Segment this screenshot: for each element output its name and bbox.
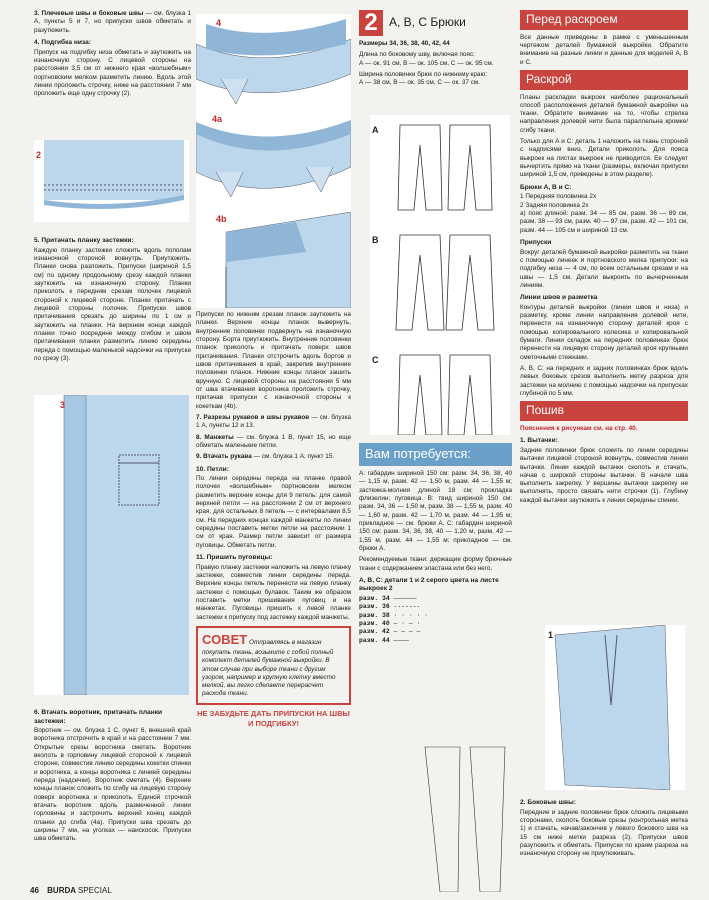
abc-text: А, В, С: на передних и задних половинках брюк вдоль левых боковых срезов выполнить метку разреза для застежки на молнию с помощью надсечки на припусках глубиной по 5 мм.	[520, 365, 688, 398]
size-row: разм. 40 — · — ·	[359, 619, 421, 627]
cutting-text-2: Только для А и С: деталь 1 наложить на ткань стороной с надписями вниз. Детали приколоть. Для пояса выкроек на листах выкроек не приводится. Ее следует вычертить прямо на ткани (размеры, включая припуски шириной 1,5 см, приведены в этом разделе).	[520, 138, 688, 179]
length-text: Длина по боковому шву, включая пояс: А — ок. 91 см, В — ок. 105 см, С — ок. 95 см.	[359, 51, 494, 67]
reminder: НЕ ЗАБУДЬТЕ ДАТЬ ПРИПУСКИ НА ШВЫ И ПОДГИБКУ!	[197, 708, 350, 728]
step-2-text: Передние и задние половинки брюк сложить лицевыми сторонами, сколоть боковые срезы (контрольная метка 1) и стачать, начав/закончив у левого бокового шва на 15 см ниже метки разреза (2). Припуски швов разутюжить и обметать. Припуски по краям разреза на изнаночную сторону не приутюживать.	[520, 808, 688, 858]
before-cutting-text: Все данные приведены в рамке с уменьшенным чертежом деталей бумажной выкройки. Обратите внимание на разные линии и данные для моделей А, В и С.	[520, 33, 688, 66]
step-4-text: Припуск на подгибку низа обметать и заутюжить на изнаночную сторону. С лицевой стороны на расстоянии 3,5 см от нижнего края «волшебным» портновским мелком разметить линию. Вдоль этой линии проложить строчку, ниже на расстоянии 7 мм проложить еще одну строчку (2).	[34, 48, 191, 98]
figure-3-label: 3	[60, 400, 66, 410]
allowances-title: Припуски	[520, 238, 552, 246]
lines-text: Контуры деталей выкройки (линии швов и низа) и разметку, кроме линии направления долевой нити, перенести на изнаночную сторону деталей кроя с помощью копировального колесика и копировальной бумаги. Линии складок на передних половинках брюк перенести на лицевую сторону деталей кроя крупными сметочными стежками.	[520, 303, 688, 361]
size-row: разм. 36 -------	[359, 603, 421, 611]
cutting-title: Раскрой	[520, 70, 688, 90]
column-2	[359, 10, 512, 91]
need-title: Вам потребуется:	[359, 443, 512, 466]
figure-2-label: 2	[36, 150, 42, 160]
figure-3	[34, 395, 189, 695]
column-3-step2	[520, 795, 688, 862]
column-1-step6	[34, 705, 191, 847]
width-text: Ширина половинки брюк по нижнему краю: А — 38 см, В — ок. 35 см, С — ок. 37 см.	[359, 70, 488, 87]
brand: BURDA	[47, 885, 76, 895]
recommended-fabric: Рекомендуемые ткани: держащие форму брючные ткани с содержанием эластана или без него.	[359, 556, 512, 572]
step-11-text: Правую планку застежки наложить на левую планку застежки, совместив линии середины переда. Верхние концы петель перенести на левую планку застежки с помощью булавок. Таким же образом поставить метки пришивания пуговиц и на манжетах. Пуговицы пришить к левой планке застежки к припуску под застежку каждой манжеты.	[196, 563, 352, 621]
step-5-text: Каждую планку застежки сложить вдоль пополам изнаночной стороной вовнутрь. Приутюжить. Планки снова разложить. Припуски (шириной 1,5 см) по одному продольному срезу каждой планки заутюжить на изнаночную сторону. Планки приколоть к передним срезам полочек лицевой стороной к лицевой стороне. Планки притачать с лицевой стороны полочек. Припуски швов притачивания срезать до ширины по 1 см и заутюжить на планки. На верхнем конце каждой планки точно посредине между сгибом и швом притачивания планки разметить линию середины переда с помощью маленькой надсечки на припуске по срезу (3).	[34, 246, 191, 362]
page-number: 46	[30, 885, 39, 895]
model-b-label: B	[372, 235, 379, 245]
figure-4a-label: 4a	[212, 114, 223, 124]
lines-title: Линии швов и разметка	[520, 294, 598, 302]
belt-text: а) пояс длиной: разм. 34 — 85 см, разм. 36 — 89 см, разм. 38 — 93 см, разм. 40 — 97 см, разм. 42 — 101 см, разм. 44 — 105 см и шириной 13 см.	[520, 210, 688, 234]
column-2-need	[359, 437, 512, 645]
step-9: 9. Втачать рукава — см. блузка 1 А, пункт 15.	[196, 453, 335, 461]
figure-4b	[196, 212, 351, 308]
step-6-continued: Припуски по нижним срезам планок заутюжить на планки. Верхние концы планок вывернуть, внутренние половинки подвернуть на изнаночную сторону. Борта приутюжить. Внутренние половинки планок приколоть и притачать поверх швов притачивания. Планки отстрочить вдоль бортов и швов притачивания в край, закрепив внутренние половинки планок. Нижние концы планок зашить вручную. С лицевой стороны на расстоянии 5 мм от шва втачивания воротника проложить строчку, притачав припуски с изнаночной стороны к кокеткам (4b).	[196, 311, 351, 410]
cut-list-item: 1 Передняя половинка 2х	[520, 193, 597, 201]
page-footer	[30, 886, 112, 896]
figure-2	[34, 140, 189, 222]
model-c-label: C	[372, 355, 379, 365]
need-text: А: габардин шириной 150 см: разм. 34, 36, 38, 40 — 1,15 м, разм. 42 — 1,50 м, разм. 44 — 1,55 м; застежка-молния длиной 18 см; прокладка флизелин; пуговица. В: твид шириной 150 см: разм. 34, 36 — 1,50 м, разм. 38 — 1,55 м, разм. 40 — 1,60 м, разм. 42 — 1,70 м, разм. 44 — 1,95 м; прикладное — см. брюки А. С: габардин шириной 150 см: разм. 34, 36, 38, 40 — 1,20 м, разм. 42 — 1,55 м, разм. 44 — 1,55 м; прикладное — см. брюки А.	[359, 469, 512, 552]
size-row: разм. 44 ————	[359, 636, 409, 644]
figure-4b-label: 4b	[216, 214, 227, 224]
step-7: 7. Разрезы рукавов и швы рукавов — см. блузка 1 А, пункты 12 и 13.	[196, 413, 351, 430]
step-10-text: По линии середины переда на планке правой полочки «волшебным» портновским мелком разметить верхние концы для 9 петель: для самой верхней петли — на расстоянии 2 см от верхнего края, для остальных 8 петель — с интервалами 8,5 см. На передних концах каждой манжеты по линии середины поставить метки петли на расстоянии 1 см от края. Размер петли зависит от размера пуговицы. Обметать петли.	[196, 475, 351, 549]
figure-trousers	[370, 115, 510, 435]
column-1-step5	[34, 233, 191, 366]
figure-4-label: 4	[216, 18, 222, 28]
sewing-title: Пошив	[520, 401, 688, 421]
step-1-title: 1. Вытачки:	[520, 437, 558, 445]
step-8: 8. Манжеты — см. блузка 1 В, пункт 15, но еще обметать маленькие петли.	[196, 433, 351, 449]
table-title: А, В, С: детали 1 и 2 серого цвета на листе выкроек 2	[359, 576, 499, 593]
column-1	[34, 10, 191, 102]
size-row: разм. 34 ——————	[359, 594, 417, 602]
tip-title: СОВЕТ	[202, 631, 248, 647]
allowances-text: Вокруг деталей бумажной выкройки разметить на ткани с помощью линеек и портновского мелка припуски: на подгибку низа — 4 см, по всем остальным срезам и на швы — 1,5 см. Детали выкроить по вычерченным линиям.	[520, 248, 688, 289]
step-10-title: 10. Петли:	[196, 465, 229, 473]
model-a-label: A	[372, 125, 379, 135]
before-cutting-title: Перед раскроем	[520, 10, 688, 30]
section-header	[359, 10, 512, 36]
figure-1	[545, 625, 685, 790]
cutting-text: Планы раскладки выкроек наиболее рациональный способ расположения деталей бумажной выкройки на ткани. Обратите внимание на то, чтобы стрелка направления долевой нити была параллельна кромке/сгибу ткани.	[520, 93, 688, 134]
size-line-table	[359, 595, 512, 645]
step-6-text: Воротник — см. блузка 1 С, пункт 6, внешний край воротника отстрочить в край и на расстоянии 7 мм. Открытые срезы воротника сметать. Воротник вколоть в горловину лицевой стороной к лицевой стороне, совместив линию середины кокетки спинки и воротника, а концы воротника с линией середины переда (надсечки). Воротник сметать (4). Верхние концы планок сложить по сгибу на лицевую сторону поверх воротника и приколоть. Единой строчкой втачать воротник вдоль размеченной линии горловины и застрочить верхний конец каждой планки до сгиба (4а). Припуски шва срезать до ширины 7 мм, на уголках — наискосок. Припуски шва обметать.	[34, 727, 191, 843]
section-title: А, В, С Брюки	[389, 15, 466, 30]
tip-text: Отправляясь в магазин покупать ткань, возьмите с собой полный комплект деталей бумажной выкройки. В этом случае при выборе ткани с другим узором, например в крупную клетку вместо мелкой, вы легко сделаете перерасчет расхода ткани.	[202, 638, 336, 698]
step-2-title: 2. Боковые швы:	[520, 799, 576, 806]
pattern-diagram	[420, 742, 510, 892]
cut-list-title: Брюки А, В и С:	[520, 183, 572, 191]
section-number: 2	[359, 10, 383, 36]
cut-list-item: 2 Задняя половинка 2х	[520, 201, 589, 209]
step-3: 3. Плечевые швы и боковые швы — см. блузка 1 А, пункты 5 и 7, но припуски швов обметать и разутюжить.	[34, 10, 192, 34]
size-row: разм. 38 · · · · ·	[359, 611, 429, 619]
tip-box	[196, 626, 351, 705]
figure-4a	[196, 112, 351, 212]
column-1b	[196, 311, 351, 728]
step-1-text: Задние половинки брюк сложить по линии середины вытачки лицевой стороной вовнутрь, совместив линии вытачки. Линии каждой вытачки сколоть и стачать, начав с широкой стороны вытачки. В начале шва выполнить закрепку. У вершины вытачки закрепку не выполнять, просто связать нити строчки (1). Глубину каждой вытачки заутюжить к линии середины спинки.	[520, 446, 688, 504]
step-4-title: 4. Подгибка низа:	[34, 38, 91, 46]
brand-special: SPECIAL	[77, 885, 112, 895]
size-row: разм. 42 — — — —	[359, 628, 421, 636]
column-3	[520, 10, 688, 508]
step-5-title: 5. Притачать планку застежки:	[34, 237, 134, 244]
step-11-title: 11. Пришить пуговицы:	[196, 554, 273, 562]
figure-1-label: 1	[548, 630, 554, 640]
sizes: Размеры 34, 36, 38, 40, 42, 44	[359, 40, 450, 47]
sewing-note: Пояснения к рисункам см. на стр. 40.	[520, 424, 638, 432]
step-6-title: 6. Втачать воротник, притачать планки застежки:	[34, 709, 163, 725]
